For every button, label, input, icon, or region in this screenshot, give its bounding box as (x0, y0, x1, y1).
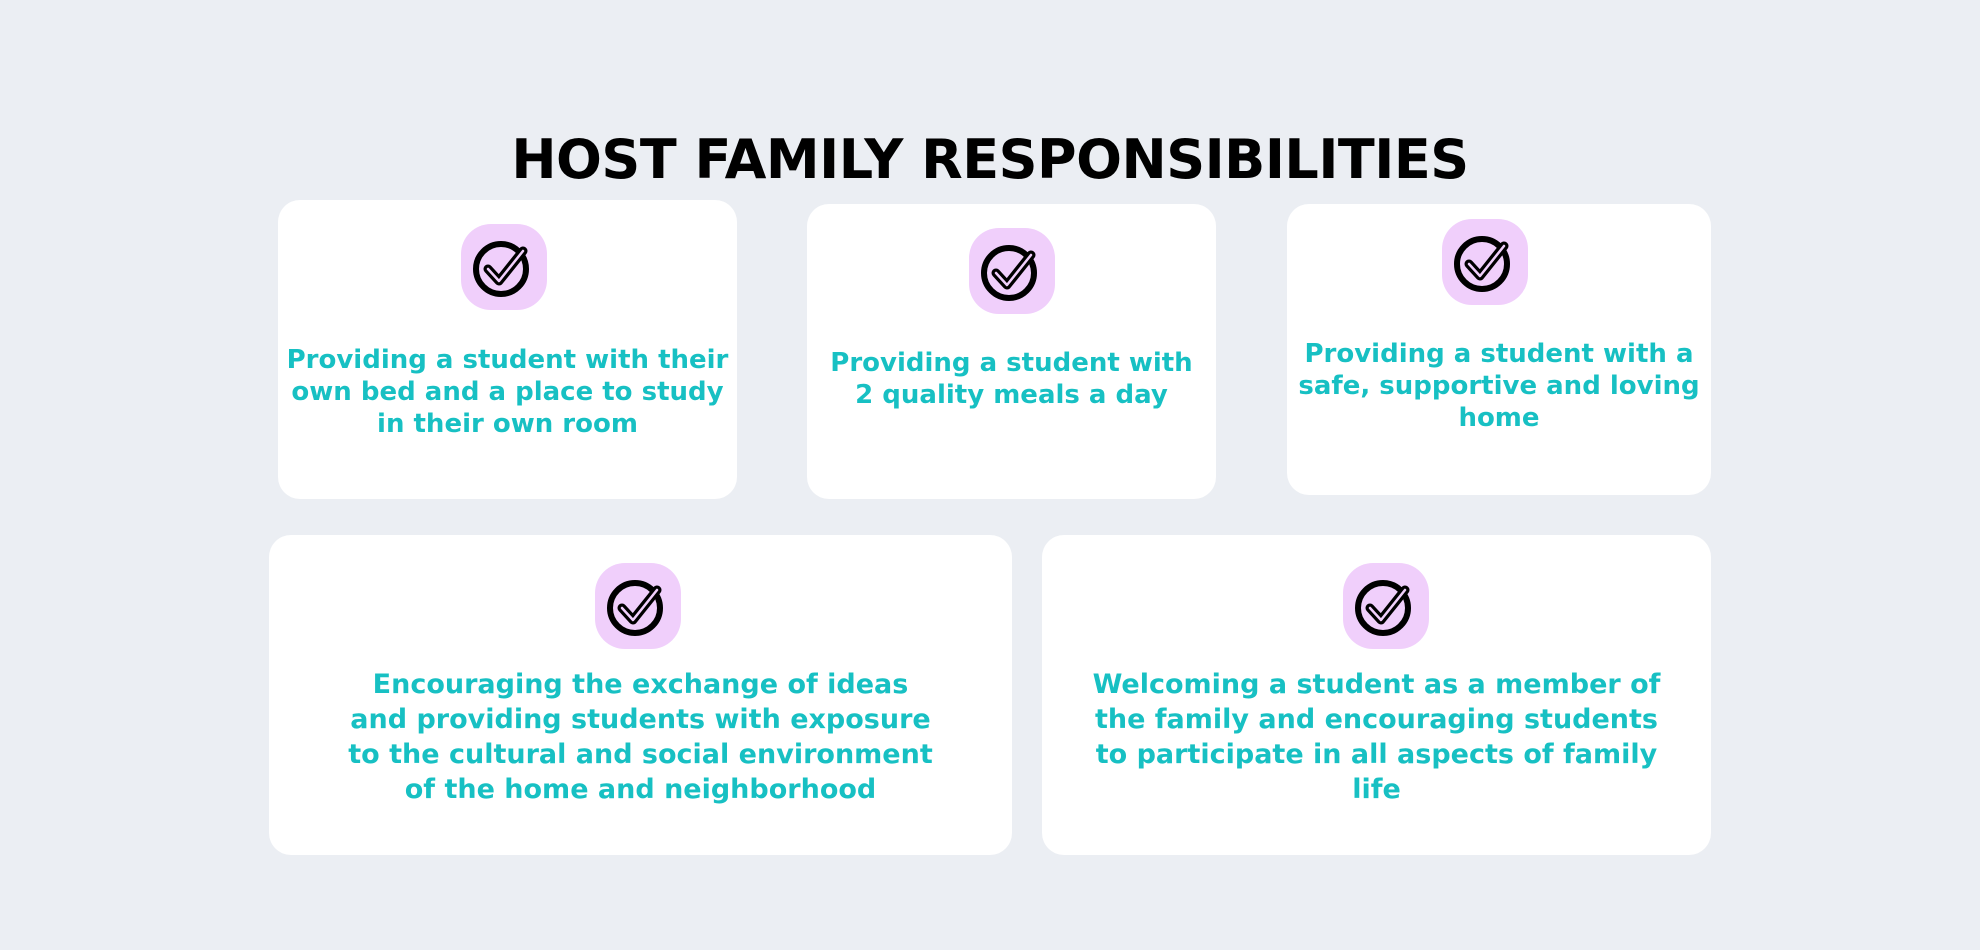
card-description (278, 344, 737, 440)
card-line: safe, supportive and loving (1298, 371, 1700, 401)
responsibility-card (807, 204, 1216, 499)
card-line: home (1458, 403, 1540, 433)
card-line: of the home and neighborhood (404, 774, 877, 805)
card-description (269, 667, 1012, 807)
card-line: life (1352, 774, 1401, 805)
card-line: Welcoming a student as a member of (1092, 669, 1661, 700)
responsibility-card (278, 200, 737, 499)
card-description (1042, 667, 1711, 807)
check-circle-icon (969, 228, 1055, 314)
card-line: in their own room (377, 409, 638, 439)
check-circle-icon (1343, 563, 1429, 649)
card-line: and providing students with exposure (350, 704, 931, 735)
card-line: Providing a student with a (1304, 339, 1694, 369)
card-line: Providing a student with (830, 348, 1193, 378)
check-circle-icon (595, 563, 681, 649)
card-line: Encouraging the exchange of ideas (372, 669, 909, 700)
check-circle-icon (461, 224, 547, 310)
card-description (1287, 338, 1711, 434)
check-circle-icon (1442, 219, 1528, 305)
page-title: HOST FAMILY RESPONSIBILITIES (511, 128, 1469, 192)
card-line: to the cultural and social environment (348, 739, 933, 770)
responsibility-card (1042, 535, 1711, 855)
card-line: Providing a student with their (286, 345, 729, 375)
card-line: own bed and a place to study (291, 377, 724, 407)
card-description (807, 347, 1216, 411)
card-line: to participate in all aspects of family (1095, 739, 1658, 770)
card-line: the family and encouraging students (1094, 704, 1659, 735)
responsibility-card (269, 535, 1012, 855)
card-line: 2 quality meals a day (855, 380, 1168, 410)
responsibility-card (1287, 204, 1711, 495)
